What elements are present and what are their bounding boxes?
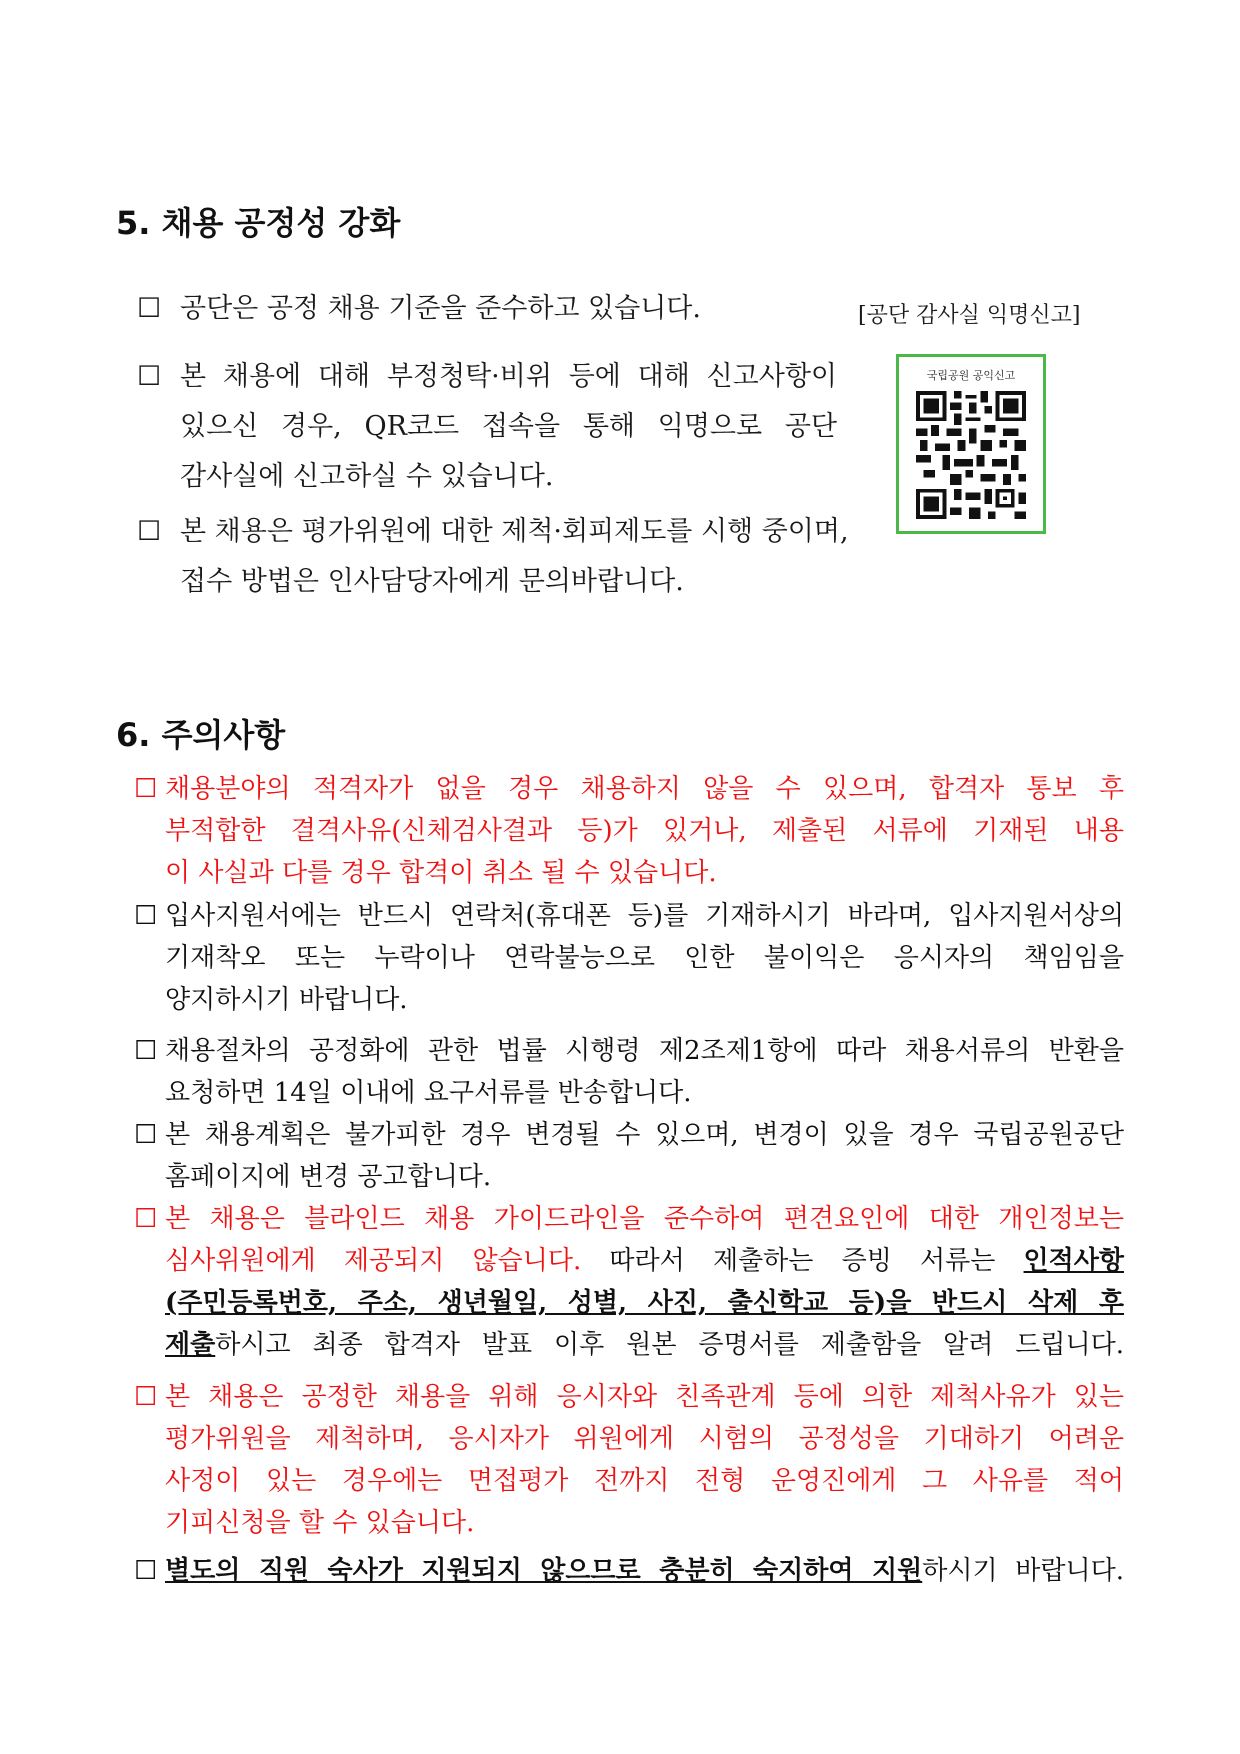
item-text: 이 사실과 다를 경우 합격이 취소 될 수 있습니다. [165, 858, 717, 888]
checkbox-bullet-icon: ☐ [134, 1556, 158, 1586]
section-5-item-2 [137, 352, 837, 502]
item-text: 있으신 경우, QR코드 접속을 통해 익명으로 공단 [180, 411, 837, 442]
checkbox-bullet-icon: ☐ [134, 1120, 158, 1150]
item-text: 본 채용은 블라인드 채용 가이드라인을 준수하여 편견요인에 대한 개인정보는 [165, 1204, 1124, 1234]
checkbox-bullet-icon: ☐ [137, 361, 162, 392]
section-6-item-5 [134, 1198, 1124, 1366]
item-text-underlined: 인적사항 [1023, 1246, 1124, 1276]
item-text: 하시기 바랍니다. [922, 1556, 1124, 1586]
item-text-red: 심사위원에게 제공되지 않습니다. [165, 1246, 582, 1276]
qr-report-box[interactable] [896, 354, 1046, 534]
item-text: 사정이 있는 경우에는 면접평가 전까지 전형 운영진에게 그 사유를 적어 [165, 1466, 1124, 1496]
item-text: 접수 방법은 인사담당자에게 문의바랍니다. [180, 566, 684, 597]
section-5-item-1 [137, 284, 837, 334]
section-6-item-6 [134, 1376, 1124, 1544]
item-text: 양지하시기 바랍니다. [165, 985, 408, 1015]
item-text: 입사지원서에는 반드시 연락처(휴대폰 등)를 기재하시기 바라며, 입사지원서상의 [165, 901, 1124, 931]
checkbox-bullet-icon: ☐ [134, 901, 158, 931]
section-5-title: 5. 채용 공정성 강화 [116, 204, 401, 242]
section-6-item-7 [134, 1550, 1124, 1592]
item-text: 기재착오 또는 누락이나 연락불능으로 인한 불이익은 응시자의 책임임을 [165, 943, 1124, 973]
item-text: 부적합한 결격사유(신체검사결과 등)가 있거나, 제출된 서류에 기재된 내용 [165, 816, 1124, 846]
item-text: 요청하면 14일 이내에 요구서류를 반송합니다. [165, 1078, 692, 1108]
item-text: 기피신청을 할 수 있습니다. [165, 1508, 475, 1538]
section-6-item-2 [134, 895, 1124, 1021]
item-text: 공단은 공정 채용 기준을 준수하고 있습니다. [180, 293, 701, 324]
checkbox-bullet-icon: ☐ [134, 1204, 158, 1234]
item-text: 감사실에 신고하실 수 있습니다. [180, 461, 554, 492]
item-text-underlined: 별도의 직원 숙사가 지원되지 않으므로 충분히 숙지하여 지원 [165, 1556, 923, 1586]
section-6-item-4 [134, 1114, 1124, 1198]
item-text: 평가위원을 제척하며, 응시자가 위원에게 시험의 공정성을 기대하기 어려운 [165, 1424, 1124, 1454]
item-text: 본 채용계획은 불가피한 경우 변경될 수 있으며, 변경이 있을 경우 국립공원공단 [165, 1120, 1124, 1150]
checkbox-bullet-icon: ☐ [137, 293, 162, 324]
item-text: 채용절차의 공정화에 관한 법률 시행령 제2조제1항에 따라 채용서류의 반환을 [165, 1036, 1124, 1066]
item-text: 본 채용에 대해 부정청탁·비위 등에 대해 신고사항이 [180, 361, 837, 392]
checkbox-bullet-icon: ☐ [134, 774, 158, 804]
checkbox-bullet-icon: ☐ [134, 1036, 158, 1066]
item-text: 홈페이지에 변경 공고합니다. [165, 1162, 492, 1192]
item-text: 채용분야의 적격자가 없을 경우 채용하지 않을 수 있으며, 합격자 통보 후 [165, 774, 1124, 804]
qr-box-title: 국립공원 공익신고 [926, 369, 1016, 382]
item-text: 따라서 제출하는 증빙 서류는 [581, 1246, 1024, 1276]
item-text-underlined: 제출 [165, 1330, 216, 1360]
section-6-title: 6. 주의사항 [116, 716, 286, 754]
item-text-underlined: (주민등록번호, 주소, 생년월일, 성별, 사진, 출신학교 등)을 반드시 삭제 후 [165, 1288, 1124, 1318]
checkbox-bullet-icon: ☐ [137, 516, 162, 547]
checkbox-bullet-icon: ☐ [134, 1382, 158, 1412]
section-6-item-3 [134, 1030, 1124, 1114]
section-5-item-3 [137, 507, 849, 607]
item-text: 하시고 최종 합격자 발표 이후 원본 증명서를 제출함을 알려 드립니다. [215, 1330, 1124, 1360]
item-text: 본 채용은 평가위원에 대한 제척·회피제도를 시행 중이며, [180, 516, 849, 547]
section-6-item-1 [134, 768, 1124, 894]
qr-caption: [공단 감사실 익명신고] [858, 303, 1081, 328]
qr-code-icon[interactable] [916, 391, 1026, 519]
item-text: 본 채용은 공정한 채용을 위해 응시자와 친족관계 등에 의한 제척사유가 있는 [165, 1382, 1124, 1412]
